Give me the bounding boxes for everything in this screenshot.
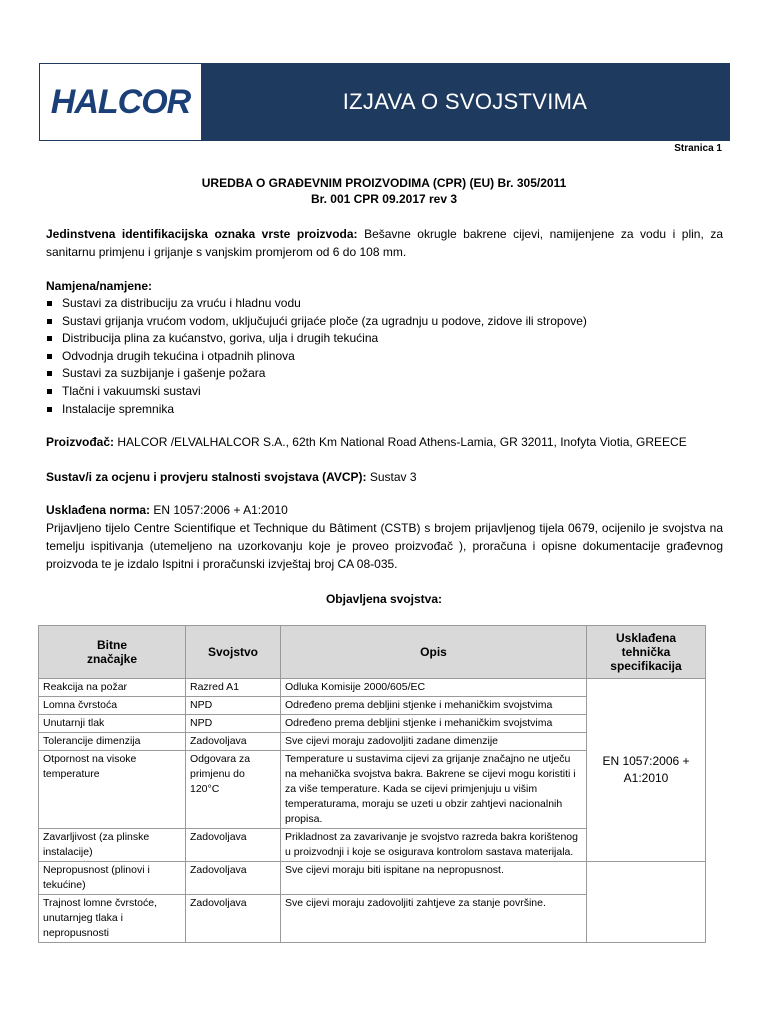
- manufacturer-label: Proizvođač:: [46, 435, 115, 449]
- list-item: Sustavi za suzbijanje i gašenje požara: [46, 365, 723, 383]
- description-cell: Odluka Komisije 2000/605/EC: [281, 679, 587, 697]
- description-cell: Sve cijevi moraju zadovoljiti zahtjeve za stanje površine.: [281, 895, 587, 943]
- list-item: Sustavi za distribuciju za vruću i hladnu vodu: [46, 295, 723, 313]
- avcp-paragraph: [46, 468, 723, 486]
- table-row: [39, 679, 706, 697]
- title-banner: [201, 64, 729, 140]
- product-id-paragraph: [46, 225, 723, 261]
- property-cell: Zadovoljava: [186, 862, 281, 895]
- list-item: Tlačni i vakuumski sustavi: [46, 383, 723, 401]
- product-id-text: Bešavne okrugle bakrene cijevi, namijenjene za vodu i plin, za sanitarnu primjenu i grijanje s vanjskim promjerom od 6 do 108 mm.: [46, 227, 723, 259]
- table-header-row: [39, 626, 706, 679]
- property-cell: Odgovara za primjenu do 120°C: [186, 751, 281, 829]
- uses-label: Namjena/namjene:: [46, 279, 153, 293]
- description-cell: Sve cijevi moraju biti ispitane na nepropusnost.: [281, 862, 587, 895]
- column-header-specification: Usklađena tehnička specifikacija: [587, 626, 706, 679]
- description-cell: Određeno prema debljini stjenke i mehaničkim svojstvima: [281, 697, 587, 715]
- page-number: Stranica 1: [674, 143, 722, 154]
- bullet-icon: [47, 336, 52, 341]
- list-item: Odvodnja drugih tekućina i otpadnih plinova: [46, 348, 723, 366]
- feature-cell: Unutarnji tlak: [39, 715, 186, 733]
- description-cell: Određeno prema debljini stjenke i mehaničkim svojstvima: [281, 715, 587, 733]
- manufacturer-paragraph: [46, 433, 723, 451]
- bullet-icon: [47, 319, 52, 324]
- property-cell: Razred A1: [186, 679, 281, 697]
- standard-value: EN 1057:2006 + A1:2010: [150, 503, 288, 517]
- uses-section: [46, 277, 723, 418]
- feature-cell: Trajnost lomne čvrstoće, unutarnjeg tlaka i nepropusnosti: [39, 895, 186, 943]
- description-cell: Prikladnost za zavarivanje je svojstvo razreda bakra korištenog u proizvodnji i koje se osigurava kontrolom sastava materijala.: [281, 829, 587, 862]
- description-cell: Temperature u sustavima cijevi za grijanje značajno ne utječu na mehanička svojstva bakra. Bakrene se cijevi mogu koristiti i za više temperature. Kada se cijevi primjenjuju u višim temperaturama, moraju se uzeti u obzir zahtjevi nacionalnih propisa.: [281, 751, 587, 829]
- standard-text: Prijavljeno tijelo Centre Scientifique et Technique du Bâtiment (CSTB) s brojem prijavljenog tijela 0679, ocijenilo je svojstva na temelju ispitivanja (utemeljeno na uzorkovanju koje je proveo proizvođač ), proračuna i opisne dokumentacije građevnog proizvoda te je izdalo Ispitni i proračunski izvještaj broj CA 08-035.: [46, 521, 723, 571]
- feature-cell: Tolerancije dimenzija: [39, 733, 186, 751]
- property-cell: NPD: [186, 715, 281, 733]
- product-id-label: Jedinstvena identifikacijska oznaka vrste proizvoda:: [46, 227, 358, 241]
- feature-cell: Reakcija na požar: [39, 679, 186, 697]
- bullet-icon: [47, 407, 52, 412]
- list-item: Instalacije spremnika: [46, 401, 723, 419]
- regulation-line2: Br. 001 CPR 09.2017 rev 3: [310, 192, 458, 206]
- bullet-icon: [47, 301, 52, 306]
- feature-cell: Zavarljivost (za plinske instalacije): [39, 829, 186, 862]
- regulation-line1: UREDBA O GRAĐEVNIM PROIZVODIMA (CPR) (EU) Br. 305/2011: [201, 176, 567, 190]
- uses-list: [46, 295, 723, 418]
- table-row: [39, 862, 706, 895]
- document-header: [39, 63, 730, 141]
- specification-cell-empty: [587, 862, 706, 943]
- specification-cell: EN 1057:2006 + A1:2010: [587, 679, 706, 862]
- avcp-text: Sustav 3: [366, 470, 417, 484]
- halcor-logo: [40, 64, 201, 140]
- standard-paragraph: [46, 501, 723, 573]
- regulation-heading: [0, 175, 768, 207]
- feature-cell: Lomna čvrstoća: [39, 697, 186, 715]
- properties-table: [38, 625, 706, 943]
- manufacturer-text: HALCOR /ELVALHALCOR S.A., 62th Km National Road Athens-Lamia, GR 32011, Inofyta Viotia, GREECE: [114, 435, 687, 449]
- feature-cell: Nepropusnost (plinovi i tekućine): [39, 862, 186, 895]
- avcp-label: Sustav/i za ocjenu i provjeru stalnosti svojstava (AVCP):: [46, 470, 367, 484]
- column-header-description: Opis: [281, 626, 587, 679]
- property-cell: NPD: [186, 697, 281, 715]
- description-cell: Sve cijevi moraju zadovoljiti zadane dimenzije: [281, 733, 587, 751]
- document-title: IZJAVA O SVOJSTVIMA: [342, 89, 588, 114]
- list-item: Sustavi grijanja vrućom vodom, uključujući grijaće ploče (za ugradnju u podove, zidove ili stropove): [46, 313, 723, 331]
- bullet-icon: [47, 389, 52, 394]
- property-cell: Zadovoljava: [186, 733, 281, 751]
- bullet-icon: [47, 371, 52, 376]
- logo-text: HALCOR: [50, 82, 191, 121]
- standard-label: Usklađena norma:: [46, 503, 151, 517]
- column-header-property: Svojstvo: [186, 626, 281, 679]
- property-cell: Zadovoljava: [186, 895, 281, 943]
- feature-cell: Otpornost na visoke temperature: [39, 751, 186, 829]
- column-header-features: Bitne značajke: [39, 626, 186, 679]
- declared-properties-title: Objavljena svojstva:: [325, 592, 443, 606]
- list-item: Distribucija plina za kućanstvo, goriva, ulja i drugih tekućina: [46, 330, 723, 348]
- property-cell: Zadovoljava: [186, 829, 281, 862]
- bullet-icon: [47, 354, 52, 359]
